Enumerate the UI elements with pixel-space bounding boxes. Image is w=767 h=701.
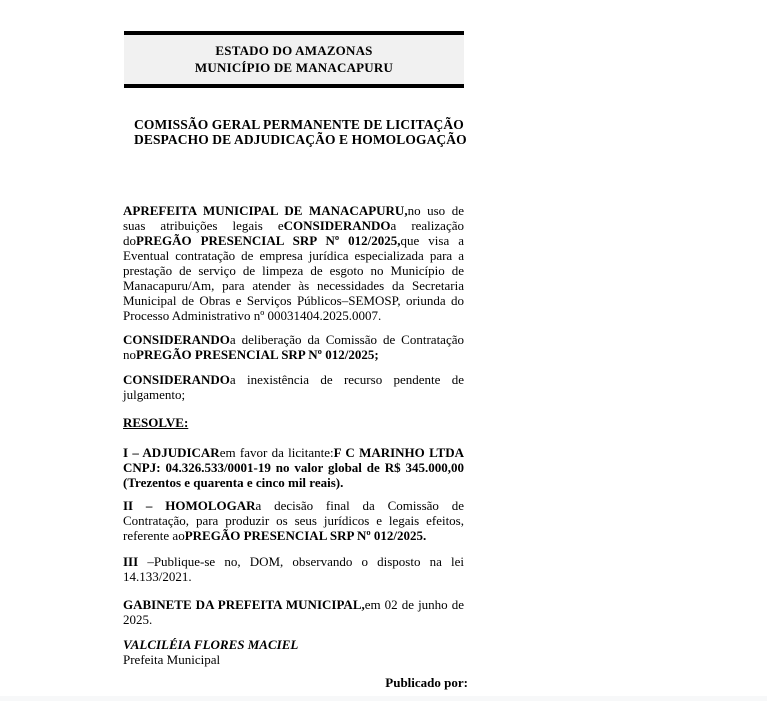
paragraph-resolve (123, 415, 464, 430)
text-run: F C MARINHO LTDA CNPJ: 04.326.533/0001-19 no valor global de R$ 345.000,00 (Trezentos e quarenta e cinco mil reais). (123, 445, 464, 490)
text-run: III (123, 554, 139, 569)
text-run: CONSIDERANDO (283, 218, 391, 233)
text-run: RESOLVE: (123, 415, 189, 430)
published-by-label: Publicado por: (385, 675, 468, 690)
text-run: no uso de suas atribuições legais e (123, 203, 464, 233)
text-run: a decisão final da Comissão de Contratação, para produzir os seus jurídicos e legais efeitos, referente ao (123, 498, 464, 543)
title-dispatch-line: DESPACHO DE ADJUDICAÇÃO E HOMOLOGAÇÃO (134, 132, 467, 147)
title-commission-line: COMISSÃO GERAL PERMANENTE DE LICITAÇÃO (134, 117, 464, 132)
paragraph-item-1 (123, 445, 464, 490)
paragraph-considerando-1 (123, 332, 464, 362)
text-run: CONSIDERANDO (123, 332, 230, 347)
text-run: em favor da licitante: (219, 445, 334, 460)
text-run: a realização do (123, 218, 464, 248)
text-run: que visa a Eventual contratação de empresa jurídica especializada para a prestação de serviço de limpeza de esgoto no Município de Manacapuru/Am, para atender às necessidades da Secretaria Municipal de Obras e Serviços Públicos–SEMOSP, oriunda do Processo Administrativo nº 00031404.2025.0007. (123, 233, 464, 323)
text-run: PREGÃO PRESENCIAL SRP Nº 012/2025; (136, 347, 379, 362)
text-run: a inexistência de recurso pendente de julgamento; (123, 372, 464, 402)
document-title (134, 117, 474, 147)
publisher-line (123, 675, 468, 690)
paragraph-signature-role (123, 652, 464, 667)
text-run: Prefeita Municipal (123, 652, 221, 667)
paragraph-signature-name (123, 637, 464, 652)
bottom-strip (0, 696, 767, 701)
header-box (124, 31, 464, 88)
text-run: PREGÃO PRESENCIAL SRP Nº 012/2025. (184, 528, 427, 543)
text-run: CONSIDERANDO (123, 372, 230, 387)
text-run: PREGÃO PRESENCIAL SRP Nº 012/2025, (136, 233, 401, 248)
text-run: em 02 de junho de 2025. (123, 597, 464, 627)
text-run: II – HOMOLOGAR (123, 498, 256, 513)
paragraph-considerando-2 (123, 372, 464, 402)
document-body (123, 203, 464, 667)
paragraph-opening (123, 203, 464, 323)
paragraph-item-3 (123, 554, 464, 584)
text-run: APREFEITA MUNICIPAL DE MANACAPURU, (123, 203, 408, 218)
text-run: VALCILÉIA FLORES MACIEL (123, 637, 299, 652)
municipality-name: MUNICÍPIO DE MANACAPURU (194, 60, 394, 75)
text-run: GABINETE DA PREFEITA MUNICIPAL, (123, 597, 365, 612)
paragraph-item-2 (123, 498, 464, 543)
state-name: ESTADO DO AMAZONAS (215, 43, 373, 58)
text-run: I – ADJUDICAR (123, 445, 220, 460)
paragraph-gabinete (123, 597, 464, 627)
text-run: –Publique-se no, DOM, observando o disposto na lei 14.133/2021. (123, 554, 464, 584)
text-run: a deliberação da Comissão de Contratação no (123, 332, 464, 362)
